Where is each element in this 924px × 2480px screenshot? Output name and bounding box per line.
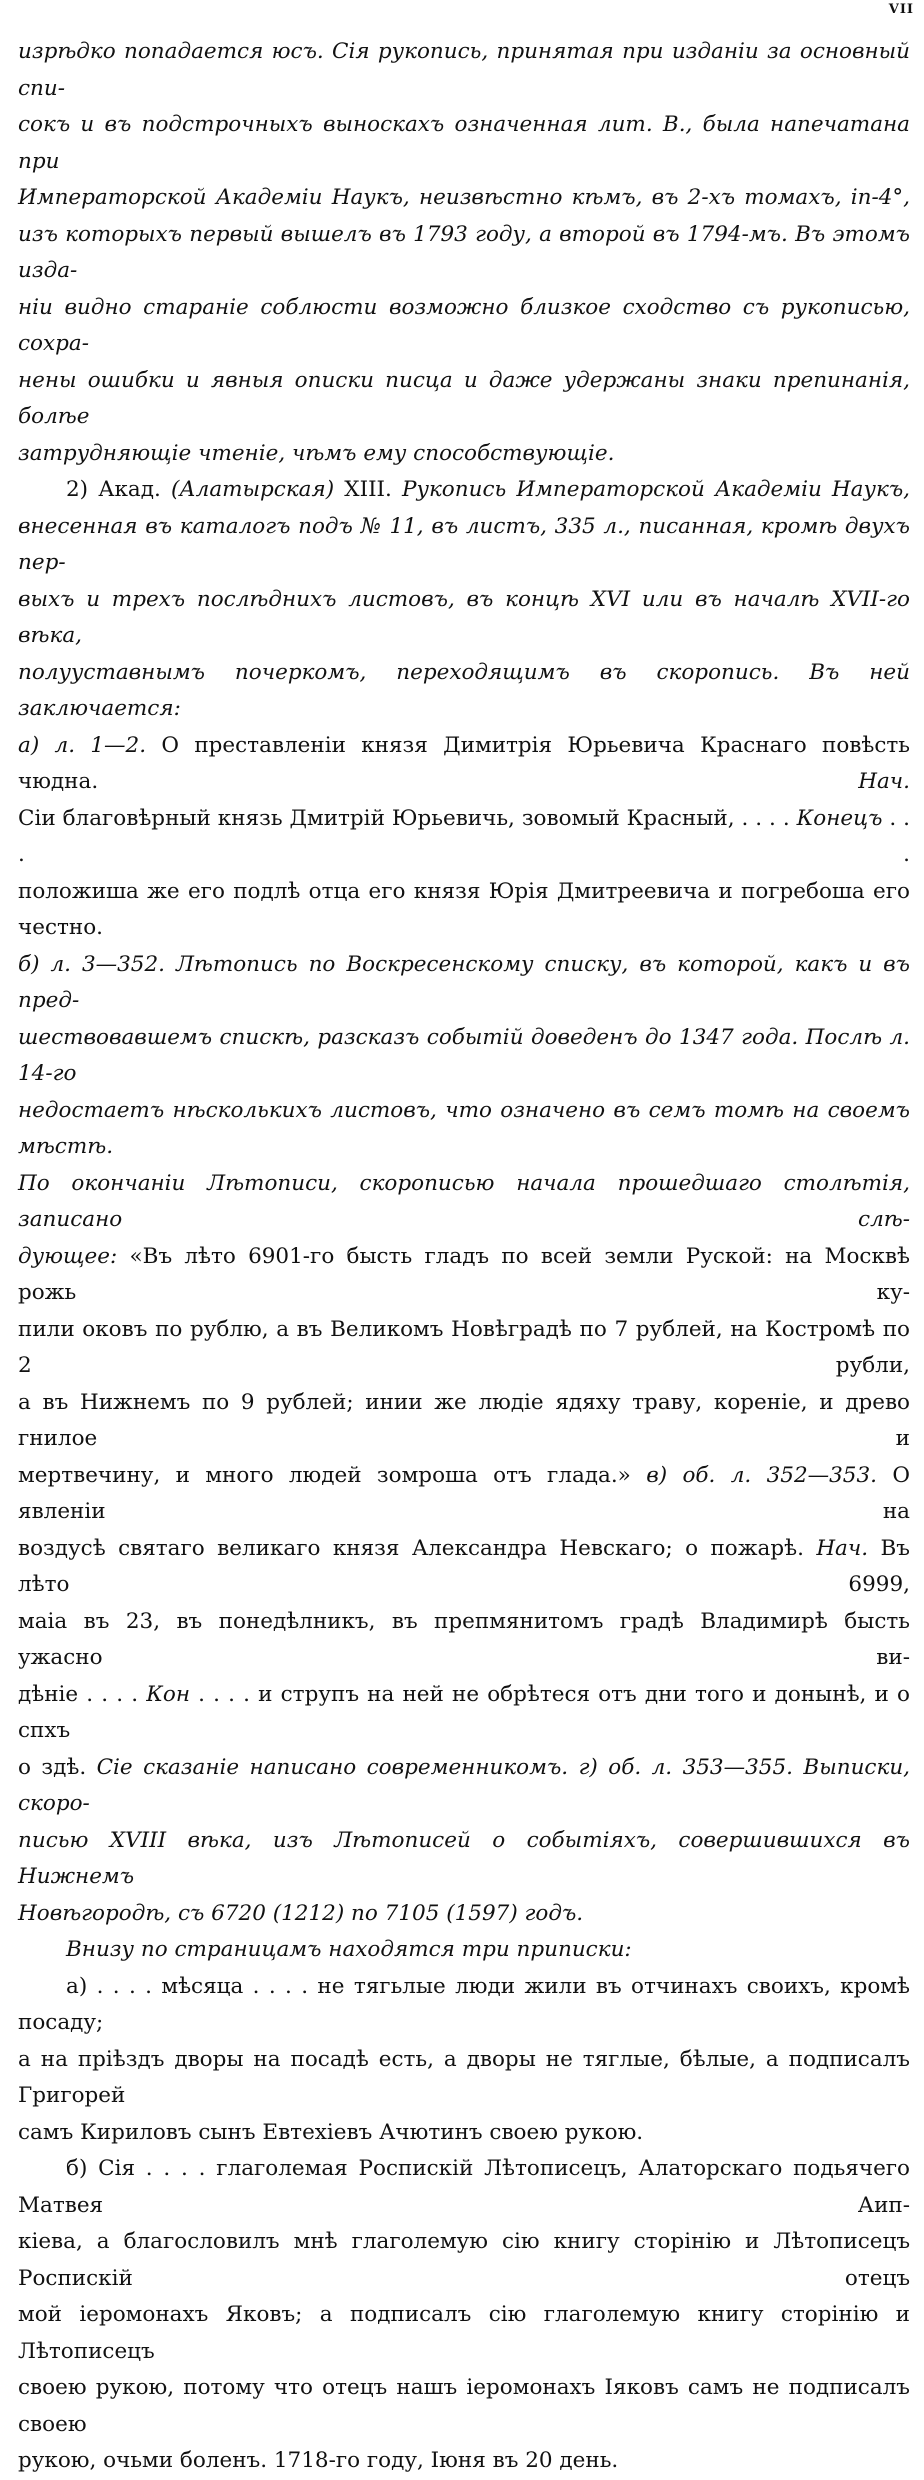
text: . . . . и струпъ на ней не обрѣтеся отъ дни того и донынѣ, и о спхъ <box>18 1681 910 1743</box>
page-number: VII <box>888 2 914 17</box>
paragraph-item-2-line <box>18 728 910 801</box>
italic-text: писью XVIII вѣка, изъ Лѣтописей о событіяхъ, совершившихся въ Нижнемъ <box>18 1827 910 1889</box>
italic-text: б) л. 3—352. Лѣтопись по Воскресенскому списку, въ которой, какъ и въ пред- <box>18 951 910 1013</box>
text: маіа въ 23, въ понедѣлникъ, въ препмянитомъ градѣ Владимирѣ бысть ужасно ви- <box>18 1608 910 1670</box>
paragraph-note-b-line <box>18 2151 910 2224</box>
paragraph-continuation-line <box>18 290 910 363</box>
paragraph-continuation-line <box>18 34 910 107</box>
italic-text: нены ошибки и явныя описки писца и даже удержаны знаки препинанія, болѣе <box>18 367 910 429</box>
text: 2) Акад. <box>66 477 171 502</box>
text: рукою, очьми боленъ. 1718-го году, Іюня въ 20 день. <box>18 2448 619 2473</box>
text: Въ лѣто 6999, <box>18 1535 910 1597</box>
italic-text: Нач. <box>858 769 910 794</box>
text: О преставленіи князя Димитрія Юрьевича Краснаго повѣсть чюдна. <box>18 732 910 794</box>
paragraph-note-a-line <box>18 1969 910 2042</box>
italic-text: сокъ и въ подстрочныхъ выноскахъ означенная лит. В., была напечатана при <box>18 112 910 174</box>
paragraph-continuation-line <box>18 217 910 290</box>
text: Сіи благовѣрный князь Дмитрій Юрьевичь, зовомый Красный, . . . . <box>18 805 797 831</box>
paragraph-item-2-line <box>18 1458 910 1531</box>
paragraph-item-2-line <box>18 1093 910 1166</box>
paragraph-item-2-line <box>18 1604 910 1677</box>
paragraph-item-2-line <box>18 1020 910 1093</box>
italic-text: Внизу по страницамъ находятся три приписки: <box>66 1937 632 1962</box>
italic-text: Императорской Академіи Наукъ, неизвѣстно кѣмъ, въ 2-хъ томахъ, in-4°, <box>18 185 910 210</box>
paragraph-item-2-line <box>18 1750 910 1823</box>
text: дѣніе . . . . <box>18 1681 147 1707</box>
paragraph-note-b-line <box>18 2443 910 2480</box>
text: самъ Кириловъ сынъ Евтехіевъ Ачютинъ своею рукою. <box>18 2119 644 2145</box>
text: мой іеромонахъ Яковъ; а подписалъ сію глаголемую книгу сторінію и Лѣтописецъ <box>18 2302 910 2364</box>
text: б) Сія . . . . глаголемая Роспискій Лѣтописецъ, Алаторскаго подьячего Матвея Аип- <box>18 2156 910 2218</box>
paragraph-item-2-line <box>18 801 910 874</box>
italic-text: шествовавшемъ спискѣ, разсказъ событій доведенъ до 1347 года. Послѣ л. 14-го <box>18 1024 910 1086</box>
text: «Въ лѣто 6901-го бысть гладъ по всей земли Руской: на Москвѣ рожь ку- <box>18 1243 910 1305</box>
italic-text: По окончаніи Лѣтописи, скорописью начала прошедшаго столѣтія, записано слѣ- <box>18 1170 910 1232</box>
paragraph-item-2-line <box>18 582 910 655</box>
italic-text: Кон <box>146 1681 191 1707</box>
paragraph-item-2-line <box>18 1896 910 1933</box>
paragraph-note-b-line <box>18 2297 910 2370</box>
paragraph-continuation-line <box>18 436 910 473</box>
text: О явленіи на <box>18 1462 911 1524</box>
italic-text: Конецъ <box>796 805 883 831</box>
paragraph-item-2-line <box>18 1677 910 1750</box>
paragraph-item-2-line <box>18 509 910 582</box>
text: а) . . . . мѣсяца . . . . не тягьлые люди жили въ отчинахъ своихъ, кромѣ посаду; <box>18 1973 910 2035</box>
paragraph-item-2-line <box>18 1312 910 1385</box>
italic-text: выхъ и трехъ послѣднихъ листовъ, въ концѣ XVI или въ началѣ XVII-го вѣка, <box>18 586 910 648</box>
italic-text: Сіе сказаніе написано современникомъ. г) об. л. 353—355. Выписки, скоро- <box>18 1754 910 1816</box>
italic-text: дующее: <box>18 1243 130 1269</box>
paragraph-item-2-line <box>18 1531 910 1604</box>
italic-text: полууставнымъ почеркомъ, переходящимъ въ скоропись. Въ ней заключается: <box>18 659 910 721</box>
text: а въ Нижнемъ по 9 рублей; инии же людіе ядяху траву, кореніе, и древо гнилое и <box>18 1389 910 1451</box>
paragraph-continuation-line <box>18 363 910 436</box>
text: пили оковъ по рублю, а въ Великомъ Новѣградѣ по 7 рублей, на Костромѣ по 2 рубли, <box>18 1316 910 1378</box>
italic-text: изъ которыхъ первый вышелъ въ 1793 году, а второй въ 1794-мъ. Въ этомъ изда- <box>18 221 910 283</box>
paragraph-item-2-line <box>18 1166 910 1239</box>
text: о здѣ. <box>18 1754 97 1780</box>
italic-text: внесенная въ каталогъ подъ № 11, въ листъ, 335 л., писанная, кромѣ двухъ пер- <box>18 513 910 575</box>
paragraph-item-2-line <box>18 1823 910 1896</box>
paragraph-item-2-line <box>18 655 910 728</box>
text: кіева, а благословилъ мнѣ глаголемую сію книгу сторінію и Лѣтописецъ Роспискій отецъ <box>18 2229 910 2291</box>
paragraph-note-a-line <box>18 2115 910 2152</box>
text: . . . . <box>18 805 910 867</box>
italic-text: в) об. л. 352—353. <box>646 1462 893 1488</box>
paragraph-continuation-line <box>18 180 910 217</box>
text: воздусѣ святаго великаго князя Александра Невскаго; о пожарѣ. <box>18 1535 817 1561</box>
paragraph-note-b-line <box>18 2224 910 2297</box>
italic-text: (Алатырская) <box>170 477 345 502</box>
italic-text: затрудняющіе чтеніе, чѣмъ ему способствующіе. <box>18 440 615 466</box>
italic-text: Нач. <box>816 1535 869 1561</box>
text: своею рукою, потому что отецъ нашъ іеромонахъ Іяковъ самъ не подписалъ своею <box>18 2375 910 2437</box>
paragraph-item-2-line <box>18 947 910 1020</box>
italic-text: Новѣгородѣ, съ 6720 (1212) по 7105 (1597) годъ. <box>18 1900 584 1926</box>
text: положиша же его подлѣ отца его князя Юрія Дмитреевича и погребоша его честно. <box>18 878 910 940</box>
paragraph-item-2-line <box>18 1385 910 1458</box>
text: мертвечину, и много людей зомроша отъ глада.» <box>18 1462 647 1488</box>
paragraph-continuation-line <box>18 107 910 180</box>
paragraph-item-2-line <box>18 874 910 947</box>
italic-text: а) л. 1—2. <box>18 732 162 758</box>
paragraph-note-a-line <box>18 2042 910 2115</box>
italic-text: недостаетъ нѣсколькихъ листовъ, что означено въ семъ томѣ на своемъ мѣстѣ. <box>18 1097 910 1159</box>
italic-text: ніи видно стараніе соблюсти возможно близкое сходство съ рукописью, сохра- <box>18 294 910 356</box>
paragraph-note-b-line <box>18 2370 910 2443</box>
paragraph-item-2-line <box>18 1239 910 1312</box>
text: XIII. <box>344 477 403 502</box>
italic-text: Рукопись Императорской Академіи Наукъ, <box>402 477 910 502</box>
paragraph-item-2-line <box>18 472 910 509</box>
paragraph-notes-intro-line <box>18 1932 910 1969</box>
text: а на пріѣздъ дворы на посадѣ есть, а дворы не тяглые, бѣлые, а подписалъ Григорей <box>18 2046 910 2108</box>
italic-text: изрѣдко попадается юсъ. Сія рукопись, принятая при изданіи за основный спи- <box>18 39 910 101</box>
page-body <box>18 34 910 2480</box>
